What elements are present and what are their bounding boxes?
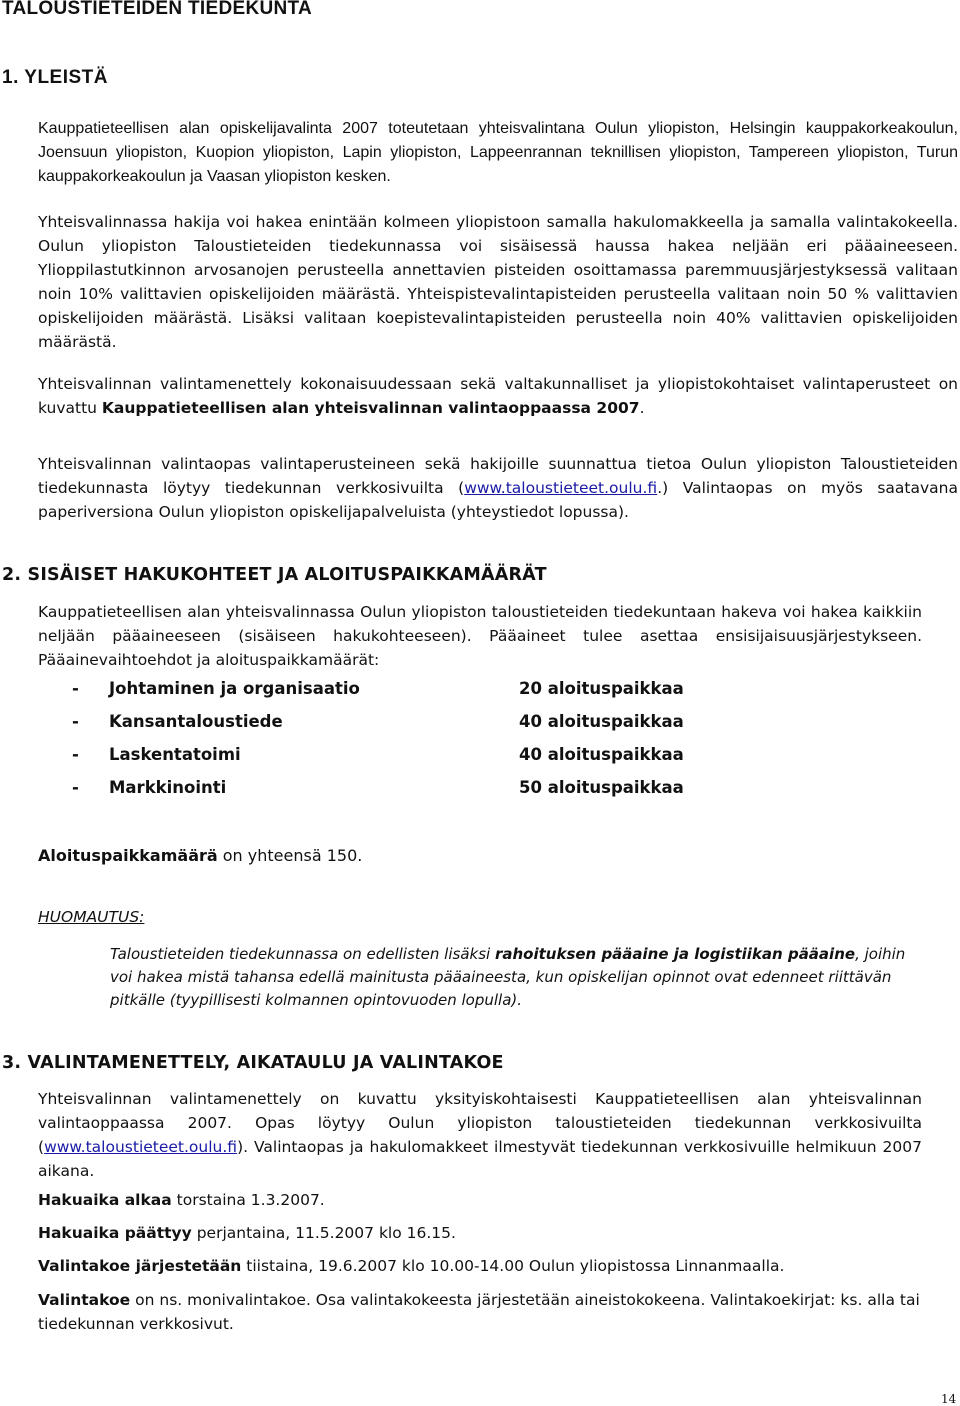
- entry-text: perjantaina, 11.5.2007 klo 16.15.: [191, 1224, 456, 1242]
- section-1-paragraph-2: Yhteisvalinnassa hakija voi hakea enintään kolmeen yliopistoon samalla hakulomakkeella ja samalla valintakokeella. Oulun yliopiston Taloustieteiden tiedekunnassa voi sisäisessä haussa hakea neljään eri pääaineeseen. Ylioppilastutkinnon arvosanojen perusteella annettavien pisteiden osoittamassa paremmuusjärjestyksessä valitaan noin 10% valittavien opiskelijoiden määrästä. Yhteispistevalintapisteiden perusteella valitaan noin 50 % valittavien opiskelijoiden määrästä. Lisäksi valitaan koepistevalintapisteiden perusteella noin 40% valittavien opiskelijoiden määrästä.: [38, 213, 958, 351]
- list-item: [72, 712, 772, 745]
- paragraph-text: .: [639, 399, 645, 417]
- list-dash: -: [72, 679, 79, 698]
- entry-label: Valintakoe järjestetään: [38, 1257, 242, 1275]
- paragraph-text: ). Valintaopas ja hakulomakkeet ilmestyvät tiedekunnan verkkosivuille helmikuun 2007 aikana.: [38, 1138, 922, 1180]
- section-1-paragraph-3: [38, 372, 958, 420]
- paragraph-text: .) Valintaopas on myös saatavana paperiversiona Oulun yliopiston opiskelijapalveluista (yhteystiedot lopussa).: [38, 479, 958, 521]
- entry-label: Hakuaika päättyy: [38, 1224, 192, 1242]
- major-seats: 50 aloituspaikkaa: [519, 778, 684, 797]
- list-item: [72, 745, 772, 778]
- total-seats: [38, 844, 938, 868]
- major-name: Kansantaloustiede: [109, 712, 283, 731]
- note-part: Taloustieteiden tiedekunnassa on edellisten lisäksi: [110, 945, 495, 963]
- section-2-intro: Kauppatieteellisen alan yhteisvalinnassa Oulun yliopiston taloustieteiden tiedekuntaan hakeva voi hakea kaikkiin neljään pääaineeseen (sisäiseen hakukohteeseen). Pääaineet tulee asettaa ensisijaisuusjärjestykseen. Pääainevaihtoehdot ja aloituspaikkamäärät:: [38, 603, 922, 669]
- paragraph-text: Yhteisvalinnan valintamenettely on kuvattu yksityiskohtaisesti Kauppatieteellisen alan yhteisvalinnan valintaoppaassa 2007. Opas löytyy Oulun yliopiston taloustieteiden tiedekunnan verkkosivuilta (: [38, 1090, 922, 1156]
- application-start: [38, 1188, 938, 1212]
- major-name: Markkinointi: [109, 778, 227, 797]
- note-label: HUOMAUTUS:: [38, 908, 145, 926]
- major-seats: 40 aloituspaikkaa: [519, 745, 684, 764]
- list-item: [72, 679, 772, 712]
- major-seats: 40 aloituspaikkaa: [519, 712, 684, 731]
- paragraph-text: Yhteisvalinnan valintamenettely kokonaisuudessaan sekä valtakunnalliset ja yliopistokohtaiset valintaperusteet on kuvattu: [38, 375, 958, 417]
- list-dash: -: [72, 712, 79, 731]
- page-number: 14: [941, 1392, 957, 1406]
- total-text: on yhteensä 150.: [217, 846, 363, 865]
- section-2-heading: 2. SISÄISET HAKUKOHTEET JA ALOITUSPAIKKAMÄÄRÄT: [2, 565, 547, 585]
- entry-text: torstaina 1.3.2007.: [171, 1191, 325, 1209]
- note-emphasis: rahoituksen pääaine ja logistiikan pääaine: [494, 945, 856, 963]
- exam-format: [38, 1288, 924, 1336]
- list-dash: -: [72, 745, 79, 764]
- major-list: [72, 679, 772, 811]
- list-dash: -: [72, 778, 79, 797]
- application-end: [38, 1221, 938, 1245]
- note-part: , joihin voi hakea mistä tahansa edellä mainitusta pääaineesta, kun opiskelijan opinnot ovat edenneet riittävän pitkälle (tyypillisesti kolmannen opintovuoden lopulla).: [110, 945, 906, 1009]
- faculty-website-link[interactable]: www.taloustieteet.oulu.fi: [44, 1138, 238, 1156]
- section-1-paragraph-4: [38, 452, 958, 524]
- total-label: Aloituspaikkamäärä: [38, 846, 218, 865]
- major-seats: 20 aloituspaikkaa: [519, 679, 684, 698]
- faculty-website-link[interactable]: www.taloustieteet.oulu.fi: [464, 479, 658, 497]
- faculty-title: TALOUSTIETEIDEN TIEDEKUNTA: [2, 0, 313, 19]
- major-name: Johtaminen ja organisaatio: [109, 679, 360, 698]
- entry-text: on ns. monivalintakoe. Osa valintakokeesta järjestetään aineistokokeena. Valintakoekirjat: ks. alla tai tiedekunnan verkkosivut.: [38, 1291, 920, 1333]
- section-1-heading: 1. YLEISTÄ: [2, 67, 109, 88]
- section-3-heading: 3. VALINTAMENETTELY, AIKATAULU JA VALINTAKOE: [2, 1053, 504, 1073]
- exam-date: [38, 1254, 938, 1278]
- major-name: Laskentatoimi: [109, 745, 241, 764]
- guide-title: Kauppatieteellisen alan yhteisvalinnan valintaoppaassa 2007: [101, 399, 640, 417]
- list-item: [72, 778, 772, 811]
- entry-label: Hakuaika alkaa: [38, 1191, 172, 1209]
- section-3-paragraph-1: [38, 1087, 922, 1183]
- entry-label: Valintakoe: [38, 1291, 131, 1309]
- note-text: [110, 943, 922, 1012]
- paragraph-text: Yhteisvalinnan valintaopas valintaperusteineen sekä hakijoille suunnattua tietoa Oulun yliopiston Taloustieteiden tiedekunnasta löytyy tiedekunnan verkkosivuilta (: [38, 455, 958, 497]
- section-1-paragraph-1: Kauppatieteellisen alan opiskelijavalinta 2007 toteutetaan yhteisvalintana Oulun yliopiston, Helsingin kauppakorkeakoulun, Joensuun yliopiston, Kuopion yliopiston, Lapin yliopiston, Lappeenrannan teknillisen yliopiston, Tampereen yliopiston, Turun kauppakorkeakoulun ja Vaasan yliopiston kesken.: [38, 120, 958, 185]
- entry-text: tiistaina, 19.6.2007 klo 10.00-14.00 Oulun yliopistossa Linnanmaalla.: [241, 1257, 785, 1275]
